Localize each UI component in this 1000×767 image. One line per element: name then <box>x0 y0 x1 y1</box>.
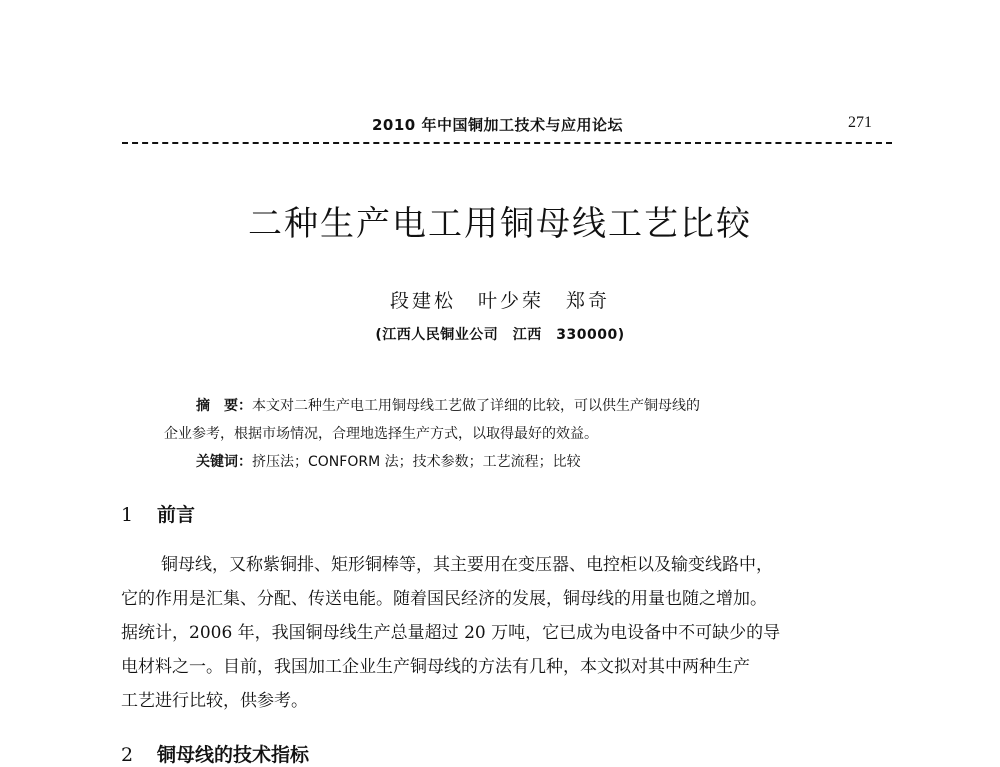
abstract-line-1 <box>164 392 864 420</box>
header-rule <box>122 142 892 144</box>
body-line: 据统计，2006 年，我国铜母线生产总量超过 20 万吨，它已成为电设备中不可缺少的导 <box>121 623 781 643</box>
section-number-2: 2 <box>121 744 134 766</box>
section-title-2: 铜母线的技术指标 <box>157 744 310 766</box>
running-header <box>122 112 892 142</box>
running-title: 2010 年中国铜加工技术与应用论坛 <box>372 116 623 134</box>
section-number-1: 1 <box>121 504 134 526</box>
section-heading-1 <box>121 500 195 527</box>
paper-title: 二种生产电工用铜母线工艺比较 <box>248 204 752 244</box>
affiliation: (江西人民铜业公司 江西 330000) <box>375 327 625 343</box>
page-number: 271 <box>848 114 872 131</box>
abstract <box>164 392 864 476</box>
keywords-label: 关键词： <box>196 454 252 470</box>
keywords-text: 挤压法；CONFORM 法；技术参数；工艺流程；比较 <box>252 454 581 470</box>
body-line: 电材料之一。目前，我国加工企业生产铜母线的方法有几种，本文拟对其中两种生产 <box>121 657 750 677</box>
section-title-1: 前言 <box>157 504 196 526</box>
keywords-line <box>164 448 864 476</box>
authors: 段建松 叶少荣 郑奇 <box>389 290 610 312</box>
abstract-line-2: 企业参考，根据市场情况，合理地选择生产方式，以取得最好的效益。 <box>164 426 598 442</box>
section-1-body <box>121 548 895 718</box>
abstract-label: 摘 要： <box>196 398 252 414</box>
abstract-text-1: 本文对二种生产电工用铜母线工艺做了详细的比较，可以供生产铜母线的 <box>252 398 700 414</box>
section-heading-2 <box>121 740 309 767</box>
body-line: 工艺进行比较，供参考。 <box>121 691 308 711</box>
body-line: 铜母线，又称紫铜排、矩形铜棒等，其主要用在变压器、电控柜以及输变线路中， <box>161 555 773 575</box>
body-line: 它的作用是汇集、分配、传送电能。随着国民经济的发展，铜母线的用量也随之增加。 <box>121 589 767 609</box>
